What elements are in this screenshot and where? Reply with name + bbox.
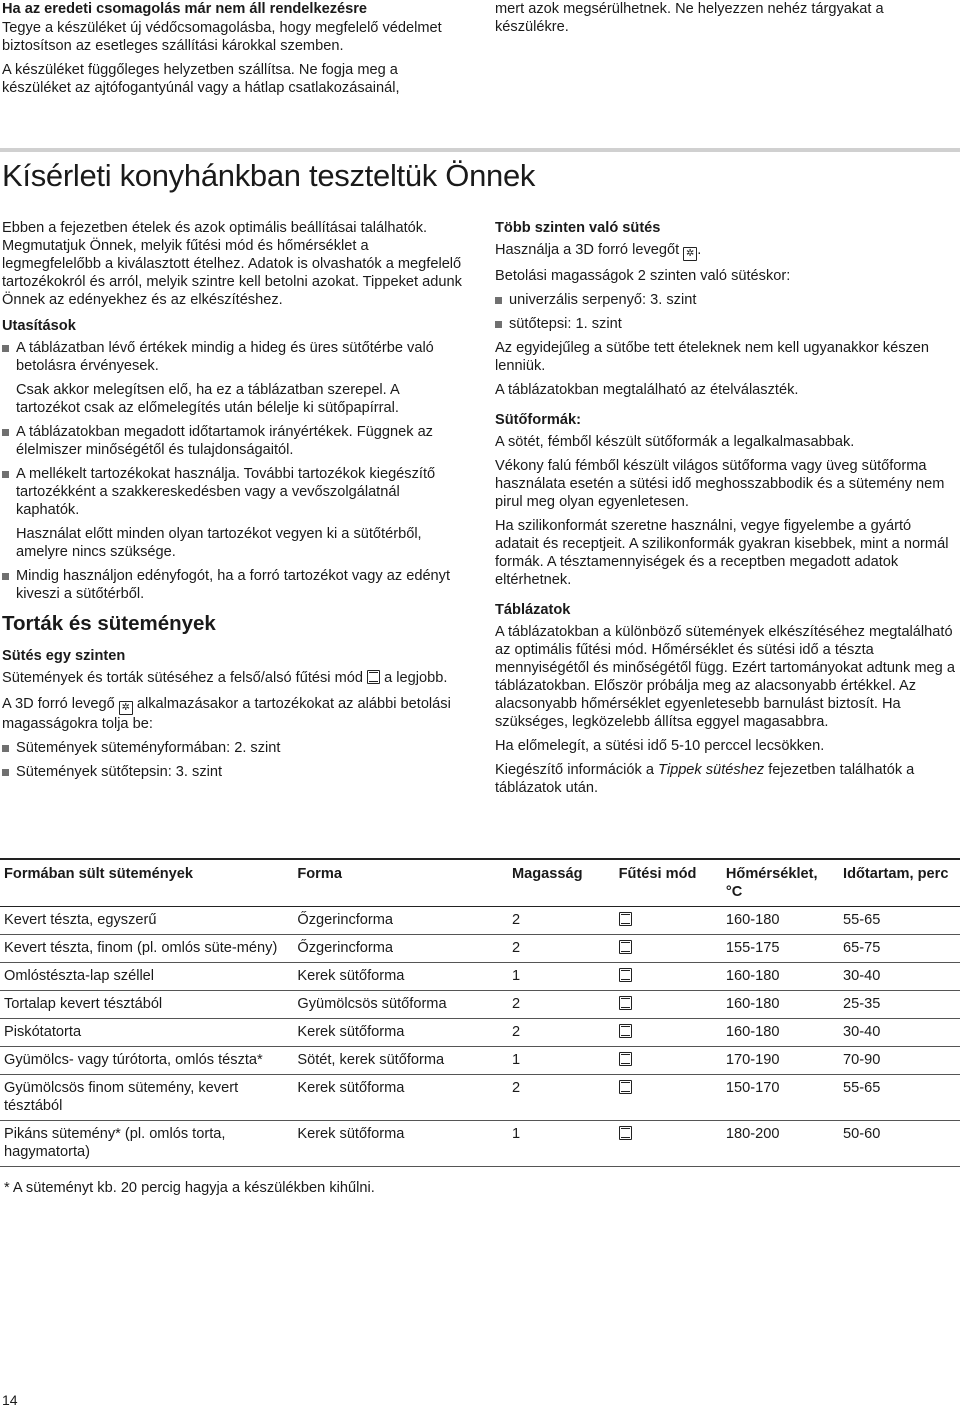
column-header: Időtartam, perc bbox=[839, 859, 960, 907]
packaging-heading: Ha az eredeti csomagolás már nem áll rendelkezésre bbox=[2, 1, 368, 17]
form-cell: Gyümölcsös sütőforma bbox=[297, 996, 447, 1012]
top-bottom-heat-icon bbox=[619, 968, 632, 982]
heating-mode-cell bbox=[615, 1019, 722, 1047]
tables-title: Táblázatok bbox=[495, 602, 571, 618]
temperature-cell: 160-180 bbox=[725, 968, 780, 984]
level-cell: 2 bbox=[511, 1080, 521, 1096]
right-column bbox=[495, 219, 957, 797]
packaging-paragraph-2: A készüléket függőleges helyzetben szállítsa. Ne fogja meg a készüléket az ajtófogantyúnál vagy a hátlap csatlakozásainál, bbox=[2, 62, 400, 96]
form-cell: Kerek sütőforma bbox=[297, 1080, 405, 1096]
temperature-cell: 170-190 bbox=[725, 1052, 780, 1068]
intro-paragraph: Ebben a fejezetben ételek és azok optimális beállításai találhatók. Megmutatjuk Önnek, melyik fűtési mód és hőmérséklet a legmegfelelőbb a kiválasztott ételhez. Adatok is olvashatók a megfelelő tartozékokról és arról, melyik szintre kell betolni azokat. Tippeket adunk Önnek az edényekhez és az elkészítéshez. bbox=[2, 220, 462, 308]
forms-paragraph-2: Vékony falú fémből készült világos sütőforma vagy üveg sütőforma használata esetén a sütési idő meghosszabbodik és a sütemény nem pirul meg olyan egyenletesen. bbox=[495, 458, 945, 510]
form-cell: Őzgerincforma bbox=[297, 912, 394, 928]
packaging-paragraph-3: mert azok megsérülhetnek. Ne helyezzen nehéz tárgyakat a készülékre. bbox=[495, 1, 884, 35]
heating-mode-cell bbox=[615, 1121, 722, 1167]
cakes-title: Torták és sütemények bbox=[2, 612, 216, 635]
3d-hot-air-icon: ✲ bbox=[119, 701, 133, 715]
top-right-column bbox=[495, 0, 957, 36]
level-cell: 2 bbox=[511, 940, 521, 956]
top-bottom-heat-icon bbox=[619, 1052, 632, 1066]
duration-cell: 65-75 bbox=[843, 940, 881, 956]
form-cell: Kerek sütőforma bbox=[297, 968, 405, 984]
table-header-row bbox=[0, 859, 960, 907]
column-header: Formában sült sütemények bbox=[0, 859, 293, 907]
section-divider bbox=[0, 148, 960, 152]
duration-cell: 30-40 bbox=[843, 968, 881, 984]
column-header: Magasság bbox=[508, 859, 615, 907]
cake-name-cell: Kevert tészta, finom (pl. omlós süte-mény) bbox=[4, 940, 278, 956]
forms-title: Sütőformák: bbox=[495, 412, 581, 428]
temperature-cell: 160-180 bbox=[725, 996, 780, 1012]
form-cell: Őzgerincforma bbox=[297, 940, 394, 956]
level-cell: 1 bbox=[511, 968, 521, 984]
multi-level-paragraph-3: Az egyidejűleg a sütőbe tett ételeknek nem kell ugyanakkor készen lenniük. bbox=[495, 340, 930, 374]
temperature-cell: 160-180 bbox=[725, 912, 780, 928]
cake-name-cell: Gyümölcsös finom sütemény, kevert tésztából bbox=[4, 1080, 239, 1114]
top-bottom-heat-icon bbox=[619, 1080, 632, 1094]
cake-name-cell: Pikáns sütemény* (pl. omlós torta, hagymatorta) bbox=[4, 1126, 226, 1160]
forms-paragraph-1: A sötét, fémből készült sütőformák a legalkalmasabbak. bbox=[495, 434, 855, 450]
level-cell: 2 bbox=[511, 1024, 521, 1040]
table-row bbox=[0, 1121, 960, 1167]
list-item: A mellékelt tartozékokat használja. További tartozékok kiegészítő tartozékként a szakkereskedésben vagy a vevőszolgálatnál kaphatók. bbox=[2, 465, 464, 519]
cake-name-cell: Gyümölcs- vagy túrótorta, omlós tészta* bbox=[4, 1052, 263, 1068]
cake-name-cell: Piskótatorta bbox=[4, 1024, 82, 1040]
instructions-list-3 bbox=[2, 567, 464, 603]
duration-cell: 50-60 bbox=[843, 1126, 881, 1142]
heating-mode-cell bbox=[615, 991, 722, 1019]
level-cell: 1 bbox=[511, 1126, 521, 1142]
duration-cell: 55-65 bbox=[843, 1080, 881, 1096]
table-footnote: * A süteményt kb. 20 percig hagyja a készülékben kihűlni. bbox=[4, 1180, 375, 1196]
section-title: Kísérleti konyhánkban teszteltük Önnek bbox=[2, 158, 536, 193]
table-row bbox=[0, 935, 960, 963]
form-cell: Kerek sütőforma bbox=[297, 1024, 405, 1040]
instructions-sub-paragraph-1: Csak akkor melegítsen elő, ha ez a táblázatban szerepel. A tartozékot csak az előmelegítés után bélelje ki sütőpapírral. bbox=[16, 382, 399, 416]
one-level-title: Sütés egy szinten bbox=[2, 648, 126, 664]
level-cell: 2 bbox=[511, 996, 521, 1012]
tables-paragraph-1: A táblázatokban a különböző sütemények elkészítéséhez megtalálható az optimális fűtési mód. Hőmérséklet és sütési idő a tészta mennyiségétől és minőségétől függ. Ezért tartományokat adtunk meg a táblázatokban. Először próbálja meg az alacsonyabb értékkel. Az alacsonyabb hőmérséklet egyenletesebb barnulást biztosít. Ha szükséges, legközelebb állítsa eggyel magasabbra. bbox=[495, 624, 955, 730]
temperature-cell: 180-200 bbox=[725, 1126, 780, 1142]
temperature-cell: 150-170 bbox=[725, 1080, 780, 1096]
list-item: Sütemények sütőtepsin: 3. szint bbox=[2, 763, 464, 781]
cake-table bbox=[0, 858, 960, 1167]
instructions-title: Utasítások bbox=[2, 318, 76, 334]
table-row bbox=[0, 1047, 960, 1075]
heating-mode-cell bbox=[615, 935, 722, 963]
temperature-cell: 155-175 bbox=[725, 940, 780, 956]
top-bottom-heat-icon bbox=[619, 996, 632, 1010]
level-cell: 1 bbox=[511, 1052, 521, 1068]
duration-cell: 25-35 bbox=[843, 996, 881, 1012]
top-bottom-heat-icon bbox=[619, 912, 632, 926]
instructions-list-2 bbox=[2, 423, 464, 519]
level-cell: 2 bbox=[511, 912, 521, 928]
top-bottom-heat-icon bbox=[619, 940, 632, 954]
table-row bbox=[0, 907, 960, 935]
3d-hot-air-icon: ✲ bbox=[683, 247, 697, 261]
multi-level-paragraph-2: Betolási magasságok 2 szinten való sütéskor: bbox=[495, 268, 791, 284]
form-cell: Sötét, kerek sütőforma bbox=[297, 1052, 445, 1068]
one-level-paragraph-1: Sütemények és torták sütéséhez a felső/alsó fűtési mód a legjobb. bbox=[2, 670, 448, 686]
temperature-cell: 160-180 bbox=[725, 1024, 780, 1040]
heating-mode-cell bbox=[615, 907, 722, 935]
left-column bbox=[2, 219, 464, 787]
top-bottom-heat-icon bbox=[619, 1024, 632, 1038]
duration-cell: 55-65 bbox=[843, 912, 881, 928]
cake-name-cell: Omlóstészta-lap széllel bbox=[4, 968, 155, 984]
list-item: A táblázatokban megadott időtartamok irányértékek. Függnek az élelmiszer minőségétől és tulajdonságaitól. bbox=[2, 423, 464, 459]
heating-mode-cell bbox=[615, 1047, 722, 1075]
page-number: 14 bbox=[2, 1392, 18, 1408]
levels-list bbox=[2, 739, 464, 781]
table-row bbox=[0, 963, 960, 991]
top-bottom-heat-icon bbox=[367, 670, 380, 684]
heating-mode-cell bbox=[615, 963, 722, 991]
list-item: Sütemények süteményformában: 2. szint bbox=[2, 739, 464, 757]
duration-cell: 30-40 bbox=[843, 1024, 881, 1040]
column-header: Fűtési mód bbox=[615, 859, 722, 907]
form-cell: Kerek sütőforma bbox=[297, 1126, 405, 1142]
list-item: sütőtepsi: 1. szint bbox=[495, 315, 957, 333]
one-level-paragraph-2: A 3D forró levegő ✲ alkalmazásakor a tartozékokat az alábbi betolási magasságokra tolja be: bbox=[2, 696, 451, 732]
duration-cell: 70-90 bbox=[843, 1052, 881, 1068]
multi-level-list bbox=[495, 291, 957, 333]
top-left-column bbox=[2, 0, 464, 97]
list-item: Mindig használjon edényfogót, ha a forró tartozékot vagy az edényt kiveszi a sütőtérből. bbox=[2, 567, 464, 603]
instructions-sub-paragraph-2: Használat előtt minden olyan tartozékot vegyen ki a sütőtérből, amelyre nincs szüksége. bbox=[16, 526, 422, 560]
tables-paragraph-3: Kiegészítő információk a Tippek sütéshez fejezetben találhatók a táblázatok után. bbox=[495, 762, 915, 796]
table-row bbox=[0, 1019, 960, 1047]
list-item: univerzális serpenyő: 3. szint bbox=[495, 291, 957, 309]
instructions-list bbox=[2, 339, 464, 375]
multi-level-title: Több szinten való sütés bbox=[495, 220, 661, 236]
tables-paragraph-2: Ha előmelegít, a sütési idő 5-10 perccel lecsökken. bbox=[495, 738, 825, 754]
list-item: A táblázatban lévő értékek mindig a hideg és üres sütőtérbe való betolásra érvényesek. bbox=[2, 339, 464, 375]
column-header: Hőmérséklet, °C bbox=[722, 859, 839, 907]
table-row bbox=[0, 991, 960, 1019]
column-header: Forma bbox=[293, 859, 508, 907]
packaging-paragraph-1: Tegye a készüléket új védőcsomagolásba, hogy megfelelő védelmet biztosítson az esetleges szállítási károkkal szemben. bbox=[2, 20, 442, 54]
table-body bbox=[0, 907, 960, 1167]
table-row bbox=[0, 1075, 960, 1121]
cake-name-cell: Tortalap kevert tésztából bbox=[4, 996, 163, 1012]
multi-level-paragraph-1: Használja a 3D forró levegőt ✲ . bbox=[495, 242, 702, 259]
cake-name-cell: Kevert tészta, egyszerű bbox=[4, 912, 157, 928]
top-bottom-heat-icon bbox=[619, 1126, 632, 1140]
heating-mode-cell bbox=[615, 1075, 722, 1121]
forms-paragraph-3: Ha szilikonformát szeretne használni, vegye figyelembe a gyártó adatait és receptjeit. A szilikonformák gyakran kisebbek, mint a normál formák. A tésztamennyiségek és a receptben megadott adatok eltérhetnek. bbox=[495, 518, 949, 588]
multi-level-paragraph-4: A táblázatokban megtalálható az ételválaszték. bbox=[495, 382, 799, 398]
